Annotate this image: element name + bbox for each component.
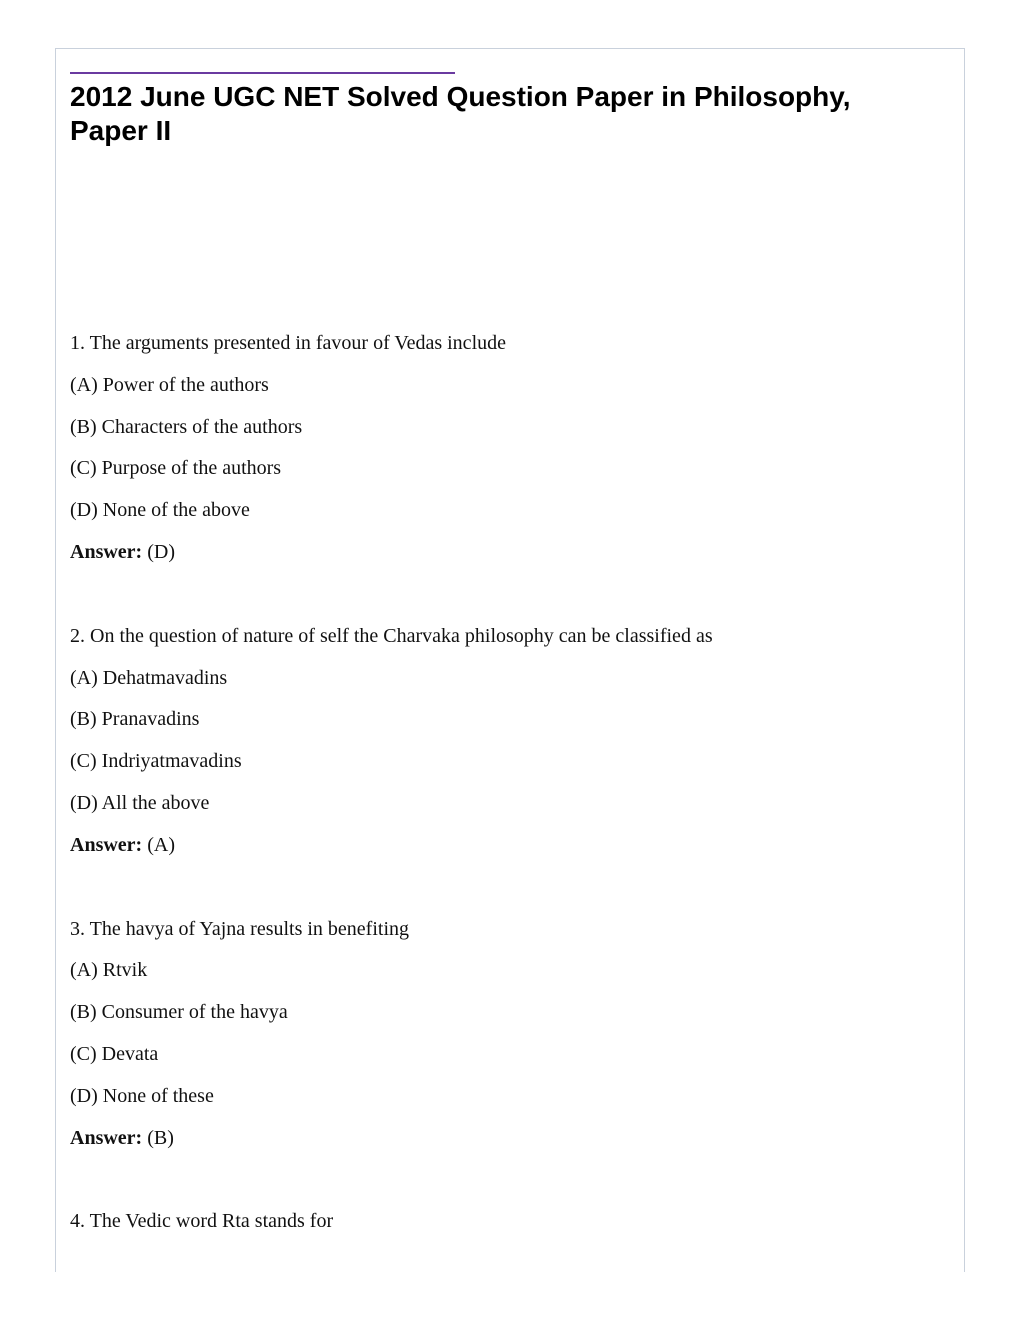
question-text: 2. On the question of nature of self the Charvaka philosophy can be classified as xyxy=(70,624,713,647)
answer-value: (B) xyxy=(147,1126,174,1149)
answer-value: (A) xyxy=(147,833,175,856)
option: (D) None of the above xyxy=(70,499,250,522)
page-title: 2012 June UGC NET Solved Question Paper in Philosophy, Paper II xyxy=(70,81,851,146)
question-text: 3. The havya of Yajna results in benefiting xyxy=(70,917,410,940)
option: (C) Purpose of the authors xyxy=(70,457,282,480)
answer-value: (D) xyxy=(147,540,175,563)
answer-label: Answer: xyxy=(70,540,143,563)
option: (B) Consumer of the havya xyxy=(70,1001,288,1024)
option: (C) Indriyatmavadins xyxy=(70,750,242,773)
question-block xyxy=(70,1200,950,1242)
option: (A) Dehatmavadins xyxy=(70,666,228,689)
option: (D) All the above xyxy=(70,791,210,814)
question-block xyxy=(70,615,950,866)
question-text: 1. The arguments presented in favour of Vedas include xyxy=(70,332,506,354)
option: (C) Devata xyxy=(70,1042,159,1065)
answer xyxy=(70,1117,950,1159)
question-list xyxy=(70,322,950,1284)
option: (B) Characters of the authors xyxy=(70,415,303,438)
option: (A) Rtvik xyxy=(70,959,148,982)
answer xyxy=(70,531,950,573)
question-block xyxy=(70,322,950,573)
question-block xyxy=(70,908,950,1159)
question-text: 4. The Vedic word Rta stands for xyxy=(70,1210,334,1233)
answer-label: Answer: xyxy=(70,833,143,856)
option: (B) Pranavadins xyxy=(70,708,200,731)
option: (A) Power of the authors xyxy=(70,373,269,396)
option: (D) None of these xyxy=(70,1084,214,1107)
answer xyxy=(70,824,950,866)
answer-label: Answer: xyxy=(70,1126,143,1149)
title-rule xyxy=(70,72,455,74)
